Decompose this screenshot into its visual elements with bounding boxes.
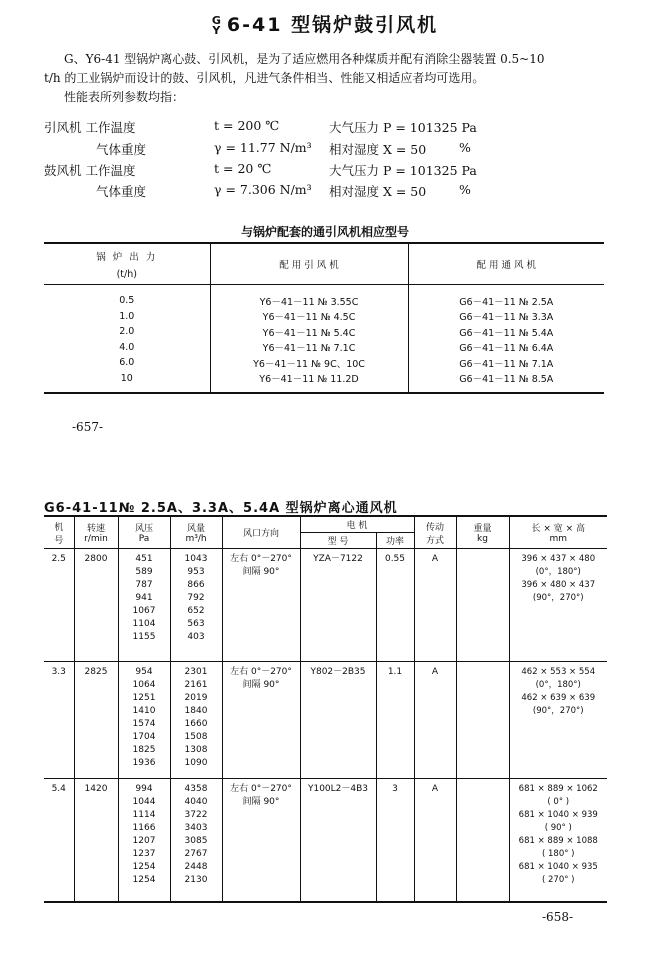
intro-line-1: G、Y6-41 型锅炉离心鼓、引风机，是为了适应燃用各种煤质并配有消除尘器装置 0.5~10 [64, 52, 545, 66]
header-motor-model: 型 号 [300, 533, 376, 549]
table-row: 10 Y6－41－11 № 11.2D G6－41－11 № 8.5A [44, 371, 604, 394]
header-dimensions: 长 × 宽 × 高 mm [509, 516, 607, 549]
table-row: 4.0 Y6－41－11 № 7.1C G6－41－11 № 6.4A [44, 340, 604, 356]
table-row: 6.0 Y6－41－11 № 9C、10C G6－41－11 № 7.1A [44, 355, 604, 371]
pressure-list: 994 1044 1114 1166 1207 1237 1254 1254 [118, 779, 170, 903]
flow-list: 1043 953 866 792 652 563 403 [170, 549, 222, 662]
table-row: 2.0 Y6－41－11 № 5.4C G6－41－11 № 5.4A [44, 324, 604, 340]
outlet-direction: 左右 0°－270° 间隔 90° [222, 549, 300, 662]
page-number: -657- [72, 420, 104, 434]
header-fan-no: 机 号 [44, 516, 74, 549]
table-row: 3.3 2825 954 1064 1251 1410 1574 1704 1825 1936 2301 2161 2019 1840 1660 1508 1308 1090 左右 0°－270° 间隔 90° Y802－2B35 1.1 A 462 × 553 × 554 (0°，180°) 462 × 639 × 639 (90°，270°) [44, 662, 607, 779]
header-speed: 转速 r/min [74, 516, 118, 549]
outlet-direction: 左右 0°－270° 间隔 90° [222, 662, 300, 779]
flow-list: 2301 2161 2019 1840 1660 1508 1308 1090 [170, 662, 222, 779]
table-row: 0.5 Y6－41－11 № 3.55C G6－41－11 № 2.5A [44, 285, 604, 309]
flow-list: 4358 4040 3722 3403 3085 2767 2448 2130 [170, 779, 222, 903]
dimension-list: 396 × 437 × 480 (0°，180°) 396 × 480 × 437 (90°，270°) [509, 549, 607, 662]
intro-paragraph [44, 50, 614, 107]
header-motor-power: 功率 [376, 533, 414, 549]
header-drive: 传动 方式 [414, 516, 456, 549]
table-row: 1.0 Y6－41－11 № 4.5C G6－41－11 № 3.3A [44, 309, 604, 325]
centrifugal-fan-table [44, 515, 607, 903]
table2-title: G6-41-11№ 2.5A、3.3A、5.4A 型锅炉离心通风机 [44, 501, 398, 516]
dimension-list: 681 × 889 × 1062 ( 0° ) 681 × 1040 × 939 ( 90° ) 681 × 889 × 1088 ( 180° ) 681 × 1040 × 935 ( 270° ) [509, 779, 607, 903]
header-pressure: 风压 Pa [118, 516, 170, 549]
header-boiler-output: 锅 炉 出 力 (t/h) [44, 243, 210, 285]
table1-title: 与锅炉配套的通引风机相应型号 [240, 225, 409, 239]
dimension-list: 462 × 553 × 554 (0°，180°) 462 × 639 × 639 (90°，270°) [509, 662, 607, 779]
header-induced-fan: 配 用 引 风 机 [210, 243, 408, 285]
table-row: 5.4 1420 994 1044 1114 1166 1207 1237 1254 1254 4358 4040 3722 3403 3085 2767 2448 2130 左右 0°－270° 间隔 90° Y100L2－4B3 3 A 681 × 889 × 1062 ( 0° ) 681 × 1040 × 939 ( 90° ) 681 × 889 × 1088 ( 180° ) 681 × 1040 × 935 ( 270° ) [44, 779, 607, 903]
header-blower-fan: 配 用 通 风 机 [408, 243, 604, 285]
matching-fan-table [44, 242, 604, 394]
outlet-direction: 左右 0°－270° 间隔 90° [222, 779, 300, 903]
table-row: 2.5 2800 451 589 787 941 1067 1104 1155 1043 953 866 792 652 563 403 左右 0°－270° 间隔 90° YZA－7122 0.55 A 396 × 437 × 480 (0°，180°) 396 × 480 × 437 (90°，270°) [44, 549, 607, 662]
intro-line-2: t/h 的工业锅炉而设计的鼓、引风机，凡进气条件相当、性能又相适应者均可选用。 [44, 71, 485, 85]
title-prefix: G Y [211, 13, 223, 37]
header-flow: 风量 m³/h [170, 516, 222, 549]
page-title [0, 10, 650, 37]
header-outlet-direction: 风口方向 [222, 516, 300, 549]
title-text: 6-41 型锅炉鼓引风机 [226, 14, 439, 36]
header-weight: 重量 kg [456, 516, 509, 549]
page-number: -658- [542, 910, 574, 924]
pressure-list: 451 589 787 941 1067 1104 1155 [118, 549, 170, 662]
intro-line-3: 性能表所列参数均指： [64, 90, 185, 104]
header-motor: 电 机 [300, 516, 414, 533]
pressure-list: 954 1064 1251 1410 1574 1704 1825 1936 [118, 662, 170, 779]
